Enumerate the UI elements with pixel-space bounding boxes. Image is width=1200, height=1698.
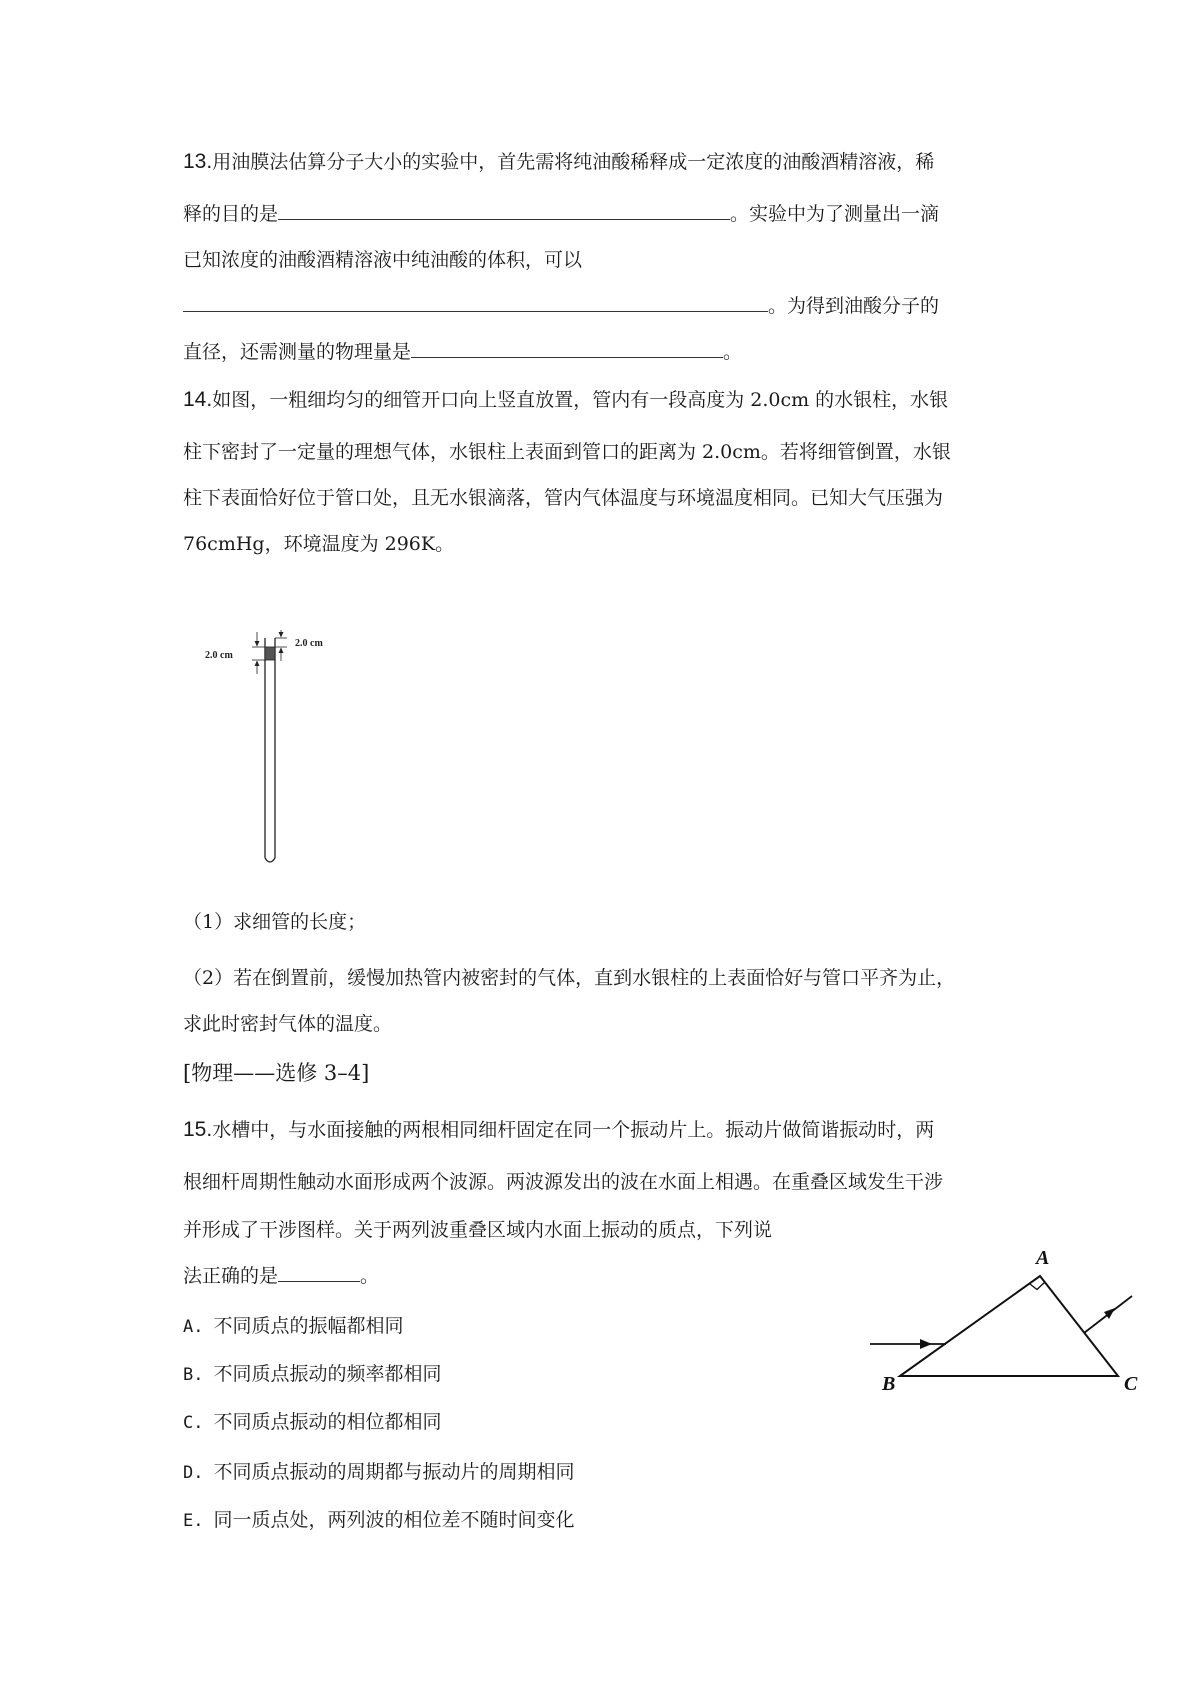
option-letter: D. <box>183 1463 204 1483</box>
q15-option-a[interactable] <box>183 1312 404 1341</box>
option-letter: E. <box>183 1511 204 1531</box>
q14-part1-text: （1）求细管的长度； <box>183 911 367 933</box>
vertex-b-label: B <box>882 1373 896 1395</box>
q15-option-b[interactable] <box>183 1360 442 1389</box>
q14-number: 14. <box>183 388 213 411</box>
left-dim-arrowhead-down <box>255 641 260 647</box>
q15-text-4b: 。 <box>360 1265 380 1287</box>
q13-text-5b: 。 <box>723 341 743 363</box>
q14-part2-line-2 <box>183 1010 392 1038</box>
q14-text-4: 76cmHg，环境温度为 296K。 <box>183 533 455 555</box>
q15-line-1 <box>183 1116 934 1144</box>
q14-line-4 <box>183 530 454 558</box>
option-letter: B. <box>183 1365 204 1385</box>
q13-line-3 <box>183 246 582 274</box>
q15-line-3 <box>183 1216 772 1244</box>
mercury-column <box>265 647 275 660</box>
q14-line-3 <box>183 484 943 512</box>
q13-text-3: 已知浓度的油酸酒精溶液中纯油酸的体积，可以 <box>183 249 583 271</box>
q15-blank[interactable] <box>278 1263 360 1282</box>
q13-number: 13. <box>183 150 213 173</box>
left-dim-label: 2.0 cm <box>205 650 233 661</box>
q13-text-2a: 释的目的是 <box>183 203 279 225</box>
vertex-c-label: C <box>1124 1373 1138 1395</box>
right-dim-arrowhead-down <box>279 632 284 638</box>
q13-blank-1[interactable] <box>278 201 730 220</box>
q14-line-2 <box>183 438 951 466</box>
q13-line-5 <box>183 338 742 366</box>
q15-option-e[interactable] <box>183 1506 575 1535</box>
q15-option-d[interactable] <box>183 1458 575 1487</box>
right-dim-label: 2.0 cm <box>295 638 323 649</box>
prism-figure <box>860 1240 1170 1400</box>
option-text: 不同质点振动的周期都与振动片的周期相同 <box>213 1461 575 1483</box>
q15-option-c[interactable] <box>183 1408 442 1437</box>
q14-text-3: 柱下表面恰好位于管口处，且无水银滴落，管内气体温度与环境温度相同。已知大气压强为 <box>183 487 944 509</box>
tube-figure <box>205 630 345 870</box>
q13-line-1 <box>183 148 934 176</box>
q13-blank-3[interactable] <box>411 339 723 358</box>
q14-text-2: 柱下密封了一定量的理想气体，水银柱上表面到管口的距离为 2.0cm。若将细管倒置，水银 <box>183 441 951 463</box>
q15-text-1: 水槽中，与水面接触的两根相同细杆固定在同一个振动片上。振动片做简谐振动时，两 <box>212 1119 935 1141</box>
incident-ray-arrowhead <box>920 1339 932 1349</box>
q14-part1 <box>183 908 366 936</box>
option-text: 同一质点处，两列波的相位差不随时间变化 <box>213 1509 575 1531</box>
prism-triangle <box>900 1276 1118 1376</box>
option-letter: C. <box>183 1413 204 1433</box>
q15-text-4a: 法正确的是 <box>183 1265 279 1287</box>
right-dim-arrowhead-up <box>279 648 284 654</box>
q14-part2-text-2: 求此时密封气体的温度。 <box>183 1013 393 1035</box>
q14-part2-line-1 <box>183 964 955 992</box>
q15-line-2 <box>183 1168 943 1196</box>
vertex-a-label: A <box>1036 1247 1050 1269</box>
q15-line-4 <box>183 1262 379 1290</box>
option-text: 不同质点的振幅都相同 <box>213 1315 404 1337</box>
q15-text-3: 并形成了干涉图样。关于两列波重叠区域内水面上振动的质点，下列说 <box>183 1219 773 1241</box>
q13-line-2 <box>183 200 939 228</box>
left-dim-arrowhead-up <box>255 661 260 667</box>
q15-text-2: 根细杆周期性触动水面形成两个波源。两波源发出的波在水面上相遇。在重叠区域发生干涉 <box>183 1171 944 1193</box>
option-letter: A. <box>183 1317 204 1337</box>
q13-text-5a: 直径，还需测量的物理量是 <box>183 341 412 363</box>
q13-text-1: 用油膜法估算分子大小的实验中，首先需将纯油酸稀释成一定浓度的油酸酒精溶液，稀 <box>212 151 935 173</box>
q14-text-1: 如图，一粗细均匀的细管开口向上竖直放置，管内有一段高度为 2.0cm 的水银柱，水银 <box>212 389 949 411</box>
tube-bottom <box>265 858 275 862</box>
q14-part2-text-1: （2）若在倒置前，缓慢加热管内被密封的气体，直到水银柱的上表面恰好与管口平齐为止， <box>183 967 956 989</box>
q13-line-4 <box>183 292 939 320</box>
section-heading: [物理——选修 3–4] <box>183 1061 370 1085</box>
option-text: 不同质点振动的频率都相同 <box>213 1363 442 1385</box>
q13-text-2b: 。实验中为了测量出一滴 <box>730 203 940 225</box>
q13-blank-2[interactable] <box>183 293 768 312</box>
q15-number: 15. <box>183 1118 213 1141</box>
q14-line-1 <box>183 386 948 414</box>
option-text: 不同质点振动的相位都相同 <box>213 1411 442 1433</box>
q13-text-4b: 。为得到油酸分子的 <box>768 295 940 317</box>
